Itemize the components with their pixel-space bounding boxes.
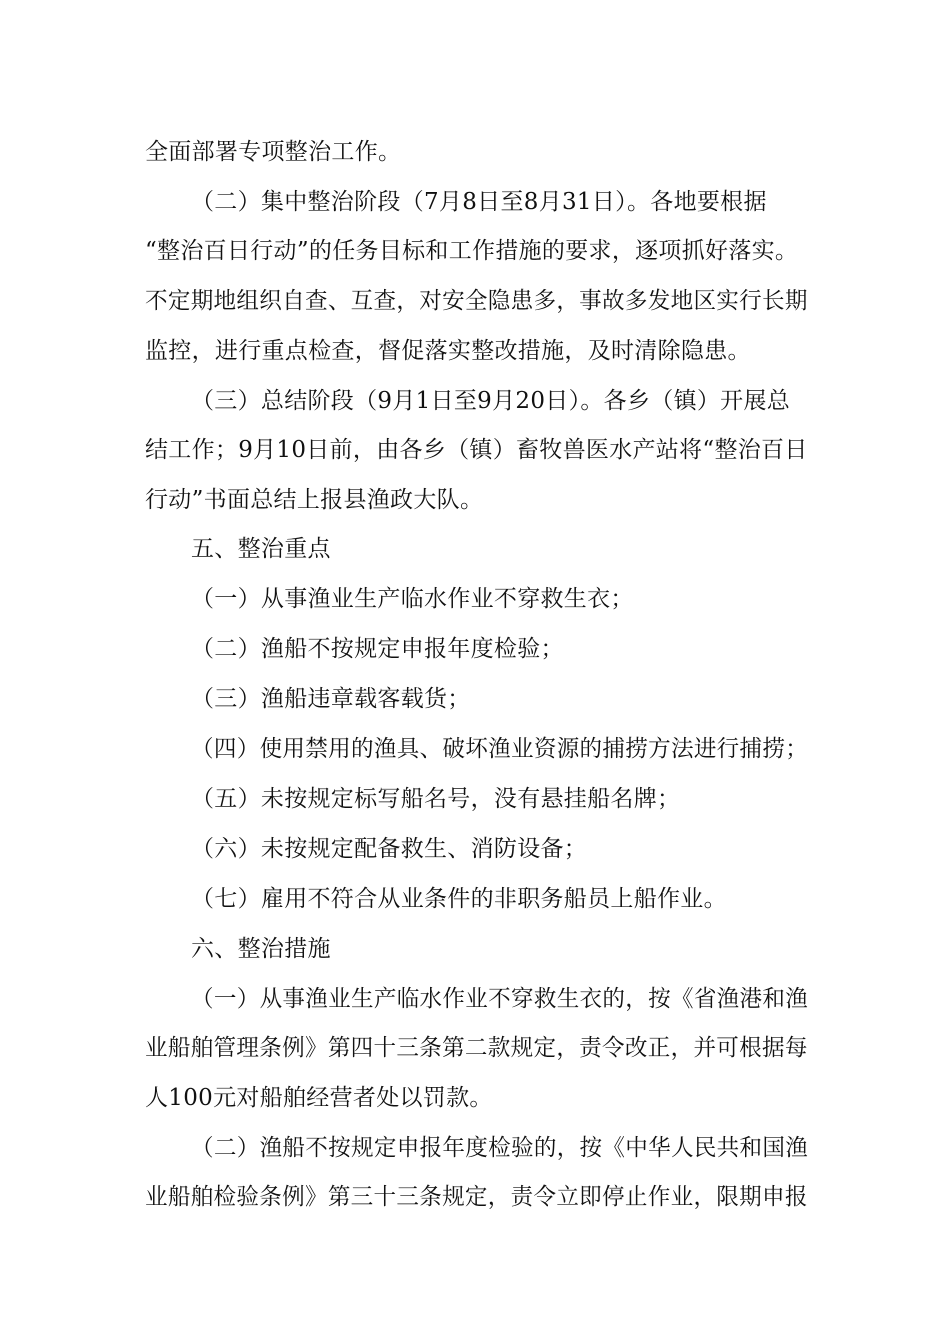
section-heading-measures: 六、整治措施 [191, 936, 331, 962]
text-line: 不定期地组织自查、互查，对安全隐患多，事故多发地区实行长期 [145, 288, 808, 314]
list-item: （七）雇用不符合从业条件的非职务船员上船作业。 [191, 886, 727, 912]
list-item: （六）未按规定配备救生、消防设备； [191, 836, 588, 862]
text-line: 业船舶检验条例》第三十三条规定，责令立即停止作业，限期申报 [145, 1184, 808, 1210]
list-item: （五）未按规定标写船名号，没有悬挂船名牌； [191, 786, 681, 812]
list-item: （四）使用禁用的渔具、破坏渔业资源的捕捞方法进行捕捞； [191, 736, 809, 762]
paragraph-stage-two: （二）集中整治阶段（7月8日至8月31日）。各地要根据 [191, 189, 767, 215]
text-line: 人100元对船舶经营者处以罚款。 [145, 1085, 493, 1111]
text-line: 业船舶管理条例》第四十三条第二款规定，责令改正，并可根据每 [145, 1035, 808, 1061]
paragraph-measure-two: （二）渔船不按规定申报年度检验的，按《中华人民共和国渔 [191, 1135, 809, 1161]
list-item: （二）渔船不按规定申报年度检验； [191, 636, 564, 662]
text-line: 监控，进行重点检查，督促落实整改措施，及时清除隐患。 [145, 338, 751, 364]
text-line: 行动”书面总结上报县渔政大队。 [145, 487, 484, 513]
text-line: 结工作；9月10日前，由各乡（镇）畜牧兽医水产站将“整治百日 [145, 437, 808, 463]
list-item: （三）渔船违章载客载货； [191, 686, 471, 712]
section-heading-focus: 五、整治重点 [191, 536, 331, 562]
text-line: “整治百日行动”的任务目标和工作措施的要求，逐项抓好落实。 [145, 238, 799, 264]
text-line: 全面部署专项整治工作。 [145, 139, 402, 165]
paragraph-measure-one: （一）从事渔业生产临水作业不穿救生衣的，按《省渔港和渔 [191, 986, 809, 1012]
paragraph-stage-three: （三）总结阶段（9月1日至9月20日）。各乡（镇）开展总 [191, 388, 791, 414]
list-item: （一）从事渔业生产临水作业不穿救生衣； [191, 586, 634, 612]
